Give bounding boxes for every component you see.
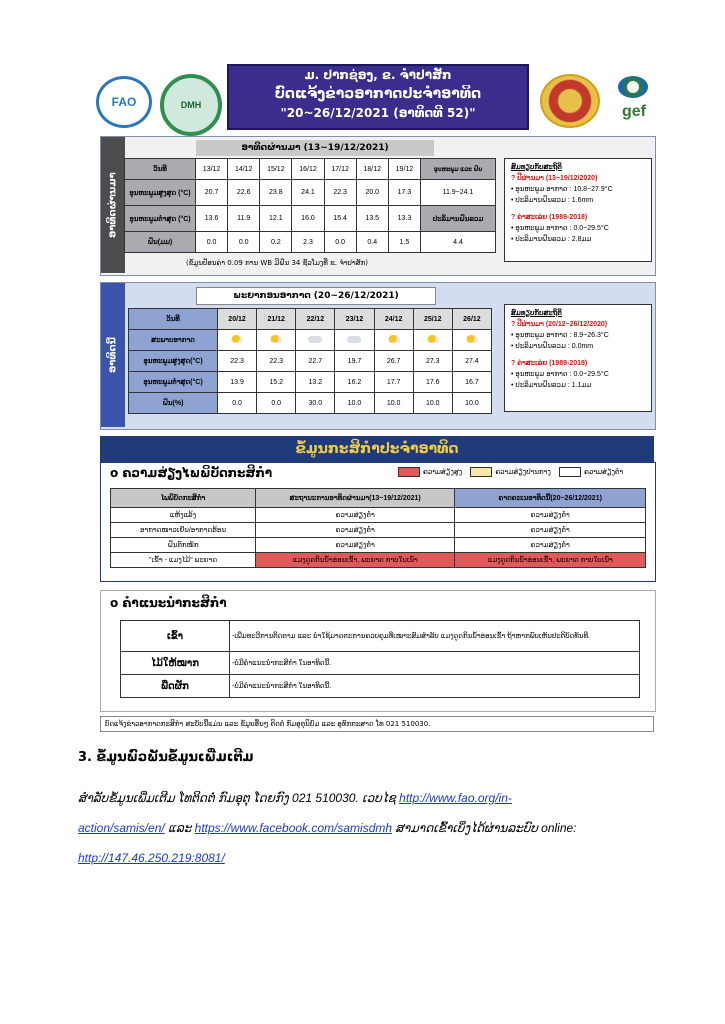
weather-cell <box>452 330 491 351</box>
risk-past: ແມງດູດກິນນ້ຳອ່ອນເຂົ້າ, ພະຍາດ ກາບໃບເນົ່າ <box>256 553 455 568</box>
row-header-max-temp: ອຸນຫະພູມສູງສຸດ (°C) <box>125 180 196 206</box>
rain-cell: 0.0 <box>218 393 257 414</box>
risk-name: ອາກາດໜາວເຢັນ/ອາກາດຮ້ອນ <box>111 523 256 538</box>
weather-cell <box>374 330 413 351</box>
max-temp-cell: 19.7 <box>335 351 374 372</box>
dmh-logo <box>160 74 222 136</box>
dmh-logo-text: DMH <box>180 100 202 110</box>
section3-heading: 3. ຂໍ້ມູນພົວພັນຂໍ້ມູນເພີ່ມເຕີມ <box>78 750 254 765</box>
advice-table <box>120 620 640 698</box>
risk-name: "ເຂົ້າ - ແມງໄມ້" ພະຍາດ <box>111 553 256 568</box>
max-temp-cell: 27.4 <box>452 351 491 372</box>
min-temp-cell: 17.7 <box>374 372 413 393</box>
forecast-stats-note <box>504 304 652 412</box>
risk-now: ຄວາມສ່ຽງຕ່ຳ <box>455 508 646 523</box>
facebook-link[interactable]: https://www.facebook.com/samisdmh <box>194 821 393 835</box>
gef-logo <box>606 72 662 124</box>
rain-cell: 30.0 <box>296 393 335 414</box>
past-week-caption: ອາທິດຜ່ານມາ (13~19/12/2021) <box>196 140 434 156</box>
date-cell: 17/12 <box>324 159 356 180</box>
note-avg-temp: • ອຸນຫະພູມ ອາກາດ : 0.0~29.5°C <box>511 371 609 378</box>
risk-title: o ຄວາມສ່ຽງໄພພິບັດກະສິກຳ <box>110 466 273 480</box>
bulletin-footer: ບົດແຈ້ງຂ່າວອາກາດກະສິກຳ ສະບັບນີ້ແມ່ນ ແລະ ຂໍ້ມູນອື່ນໆ ຕິດຕໍ່ ກົມອຸຕຸນິຍົມ ແລະ ອຸທົກກະສາດ ໂທ 021 510030. <box>100 716 654 732</box>
min-temp-cell: 13.3 <box>388 206 420 232</box>
risk-col-header: ໄພພິບັດກະສິກຳ <box>111 489 256 508</box>
min-temp-cell: 13.2 <box>296 372 335 393</box>
max-temp-cell: 20.0 <box>356 180 388 206</box>
min-temp-cell: 15.2 <box>257 372 296 393</box>
title-line-2: ບົດແຈ້ງຂ່າວອາກາດປະຈຳອາທິດ <box>274 86 482 102</box>
note-average: ? ຄ່າສະເລ່ຍ (1989-2018) <box>511 360 588 367</box>
min-temp-cell: 16.0 <box>292 206 324 232</box>
partly-sunny-icon <box>388 335 400 343</box>
rain-cell: 10.0 <box>335 393 374 414</box>
risk-now: ແມງດູດກິນນ້ຳອ່ອນເຂົ້າ, ພະຍາດ ກາບໃບເນົ່າ <box>455 553 646 568</box>
section3-text: ສາມາດເຂົ້າເບິ່ງໄດ້ຜ່ານລະບົບ online: <box>392 821 577 835</box>
date-cell: 22/12 <box>296 309 335 330</box>
max-temp-cell: 22.3 <box>324 180 356 206</box>
advice-text: -ບໍ່ມີຄຳແນະນຳກະສິກຳ ໃນອາທິດນີ້. <box>230 675 640 698</box>
section3-line3 <box>78 848 225 868</box>
row-header-date: ວັນທີ <box>129 309 218 330</box>
fao-logo-text: FAO <box>111 95 137 109</box>
past-week-stats-note <box>504 158 652 262</box>
row-header-rain: ຝົນ(%) <box>129 393 218 414</box>
rain-cell: 0.0 <box>196 232 228 253</box>
risk-col-header: ຄາດຄະເນອາທິດນີ້(20~26/12/2021) <box>455 489 646 508</box>
row-header-rain: ຝົນ(ມມ) <box>125 232 196 253</box>
section3-line1 <box>78 788 512 808</box>
note-avg-rain: • ປະລິມານຝົນລວມ : 1.1ມມ <box>511 382 592 389</box>
max-temp-cell: 26.7 <box>374 351 413 372</box>
partly-sunny-icon <box>231 335 243 343</box>
past-week-table <box>124 158 496 253</box>
rain-cell: 10.0 <box>452 393 491 414</box>
legend-high: ຄວາມສ່ຽງສູງ <box>423 468 463 476</box>
cloud-icon <box>308 336 322 343</box>
max-temp-cell: 23.8 <box>260 180 292 206</box>
advice-title: o ຄຳແນະນຳກະສິກຳ <box>110 596 227 610</box>
date-cell: 18/12 <box>356 159 388 180</box>
section3-text: ແລະ <box>164 821 195 835</box>
partly-sunny-icon <box>270 335 282 343</box>
bulletin-title-box <box>227 64 529 130</box>
min-temp-cell: 13.9 <box>218 372 257 393</box>
advice-text: -ບໍ່ມີຄຳແນະນຳກະສິກຳ ໃນອາທິດນີ້. <box>230 652 640 675</box>
summary-header: ອຸນຫະພູມ ແລະ ຝົນ <box>421 159 496 180</box>
min-temp-cell: 12.1 <box>260 206 292 232</box>
online-system-link[interactable]: http://147.46.250.219:8081/ <box>78 851 225 865</box>
date-cell: 19/12 <box>388 159 420 180</box>
title-line-3: "20~26/12/2021 (ອາທິດທີ 52)" <box>280 106 476 120</box>
weather-cell <box>257 330 296 351</box>
row-header-min-temp: ອຸນຫະພູມຕ່ຳສຸດ (°C) <box>125 206 196 232</box>
cloud-icon <box>347 336 361 343</box>
date-cell: 23/12 <box>335 309 374 330</box>
fao-link[interactable]: http://www.fao.org/in- <box>399 791 512 805</box>
risk-now: ຄວາມສ່ຽງຕ່ຳ <box>455 538 646 553</box>
date-cell: 16/12 <box>292 159 324 180</box>
min-temp-cell: 16.2 <box>335 372 374 393</box>
title-line-1: ມ. ປາກຊ່ອງ, ຂ. ຈຳປາສັກ <box>304 68 452 82</box>
weather-cell <box>413 330 452 351</box>
weather-cell <box>296 330 335 351</box>
risk-name: ຝົນຕົກໜັກ <box>111 538 256 553</box>
section3-text: ສຳລັບຂໍ້ມູນເພີ່ມເຕີມ ໂທຕິດຕໍ່ ກົມອຸຕຸ ໂດຍກົງ 021 510030. ເວບໄຊ <box>78 791 400 805</box>
min-temp-cell: 15.4 <box>324 206 356 232</box>
legend-high-swatch <box>398 467 420 477</box>
note-title: ສົມທຽບກັບສະຖິຕິ <box>511 164 562 171</box>
rain-cell: 0.0 <box>257 393 296 414</box>
forecast-caption: ພະຍາກອນອາກາດ (20~26/12/2021) <box>196 287 436 305</box>
risk-table <box>110 488 646 568</box>
min-temp-cell: 13.6 <box>196 206 228 232</box>
risk-past: ຄວາມສ່ຽງຕ່ຳ <box>256 508 455 523</box>
fao-link-cont[interactable]: action/samis/en/ <box>78 821 165 835</box>
note-last-year: ? ປີຜ່ານມາ (20/12~26/12/2020) <box>511 321 608 328</box>
rain-cell: 10.0 <box>374 393 413 414</box>
min-temp-cell: 16.7 <box>452 372 491 393</box>
date-cell: 26/12 <box>452 309 491 330</box>
summary-temp-range: 11.9~24.1 <box>421 180 496 206</box>
row-header-date: ວັນທີ <box>125 159 196 180</box>
past-week-side-label: ອາທິດຜ່ານມາ <box>101 137 125 273</box>
max-temp-cell: 22.3 <box>218 351 257 372</box>
summary-rain-header: ປະລິມານຝົນລວມ <box>421 206 496 232</box>
row-header-max-temp: ອຸນຫະພູມສູງສຸດ(°C) <box>129 351 218 372</box>
rain-cell: 2.3 <box>292 232 324 253</box>
note-temp: • ອຸນຫະພູມ ອາກາດ : 10.8~27.9°C <box>511 186 613 193</box>
note-title: ສົມທຽບກັບສະຖິຕິ <box>511 310 562 317</box>
min-temp-cell: 13.5 <box>356 206 388 232</box>
note-avg-temp: • ອຸນຫະພູມ ອາກາດ : 0.0~29.5°C <box>511 225 609 232</box>
date-cell: 25/12 <box>413 309 452 330</box>
rain-cell: 0.0 <box>324 232 356 253</box>
gef-logo-text: gef <box>622 103 646 120</box>
weather-cell <box>218 330 257 351</box>
max-temp-cell: 24.1 <box>292 180 324 206</box>
partly-sunny-icon <box>466 335 478 343</box>
max-temp-cell: 27.3 <box>413 351 452 372</box>
legend-low: ຄວາມສ່ຽງຕ່ຳ <box>584 468 624 476</box>
risk-now: ຄວາມສ່ຽງຕ່ຳ <box>455 523 646 538</box>
section3-line2 <box>78 818 577 838</box>
max-temp-cell: 17.3 <box>388 180 420 206</box>
date-cell: 15/12 <box>260 159 292 180</box>
note-rain: • ປະລິມານຝົນລວມ : 1.6mm <box>511 197 594 204</box>
rain-cell: 0.2 <box>260 232 292 253</box>
risk-legend <box>398 467 623 477</box>
rain-cell: 0.4 <box>356 232 388 253</box>
summary-rain: 4.4 <box>421 232 496 253</box>
advice-crop: ເຂົ້າ <box>121 621 230 652</box>
max-temp-cell: 22.3 <box>257 351 296 372</box>
note-average: ? ຄ່າສະເລ່ຍ (1989-2018) <box>511 214 588 221</box>
max-temp-cell: 22.7 <box>296 351 335 372</box>
risk-past: ຄວາມສ່ຽງຕ່ຳ <box>256 523 455 538</box>
date-cell: 20/12 <box>218 309 257 330</box>
rain-cell: 0.0 <box>228 232 260 253</box>
max-temp-cell: 20.7 <box>196 180 228 206</box>
risk-past: ຄວາມສ່ຽງຕ່ຳ <box>256 538 455 553</box>
max-temp-cell: 22.6 <box>228 180 260 206</box>
legend-mid-swatch <box>470 467 492 477</box>
forecast-side-label: ອາທິດນີ້ <box>101 283 125 427</box>
min-temp-cell: 11.9 <box>228 206 260 232</box>
advice-text: -ເພີ່ມທະວີການຕິດຕາມ ແລະ ນຳໃຊ້ມາດຕະການຄວບຄຸມທີ່ເໝາະສົມສຳລັບ ແມງດູດກິນນ້ຳອ່ອນເຂົ້າ ຖ້າຫາກພົບເຫັນປະຕິບັດທັນທີ. <box>230 621 640 652</box>
date-cell: 21/12 <box>257 309 296 330</box>
agri-banner: ຂໍ້ມູນກະສິກຳປະຈຳອາທິດ <box>100 436 654 462</box>
weather-cell <box>335 330 374 351</box>
risk-name: ແຫ້ງແລ້ງ <box>111 508 256 523</box>
rain-cell: 10.0 <box>413 393 452 414</box>
row-header-weather: ສະພາບອາກາດ <box>129 330 218 351</box>
date-cell: 24/12 <box>374 309 413 330</box>
past-week-footnote: (ຂໍ້ມູນປ້ອນຄ່າ 0.09 ການ WB ມີຝົນ 34 ຊົ່ວໂມງທີ່ ຂ. ຈຳປາສັກ) <box>186 259 369 267</box>
date-cell: 14/12 <box>228 159 260 180</box>
note-last-year: ? ປີຜ່ານມາ (13~19/12/2020) <box>511 175 598 182</box>
note-temp: • ອຸນຫະພູມ ອາກາດ : 8.9~26.3°C <box>511 332 609 339</box>
lao-emblem-logo <box>540 74 600 128</box>
advice-crop: ພືດຜັກ <box>121 675 230 698</box>
min-temp-cell: 17.6 <box>413 372 452 393</box>
row-header-min-temp: ອຸນຫະພູມຕ່ຳສຸດ(°C) <box>129 372 218 393</box>
rain-cell: 1.5 <box>388 232 420 253</box>
partly-sunny-icon <box>427 335 439 343</box>
risk-col-header: ສະຖານະການອາທິດຜ່ານມາ(13~19/12/2021) <box>256 489 455 508</box>
forecast-table <box>128 308 492 414</box>
legend-mid: ຄວາມສ່ຽງປານກາງ <box>495 468 551 476</box>
legend-low-swatch <box>559 467 581 477</box>
note-rain: • ປະລິມານຝົນລວມ : 0.0mm <box>511 343 594 350</box>
advice-crop: ໄມ້ໃຫ້ໝາກ <box>121 652 230 675</box>
date-cell: 13/12 <box>196 159 228 180</box>
note-avg-rain: • ປະລິມານຝົນລວມ : 2.8ມມ <box>511 236 592 243</box>
fao-logo <box>96 76 152 128</box>
